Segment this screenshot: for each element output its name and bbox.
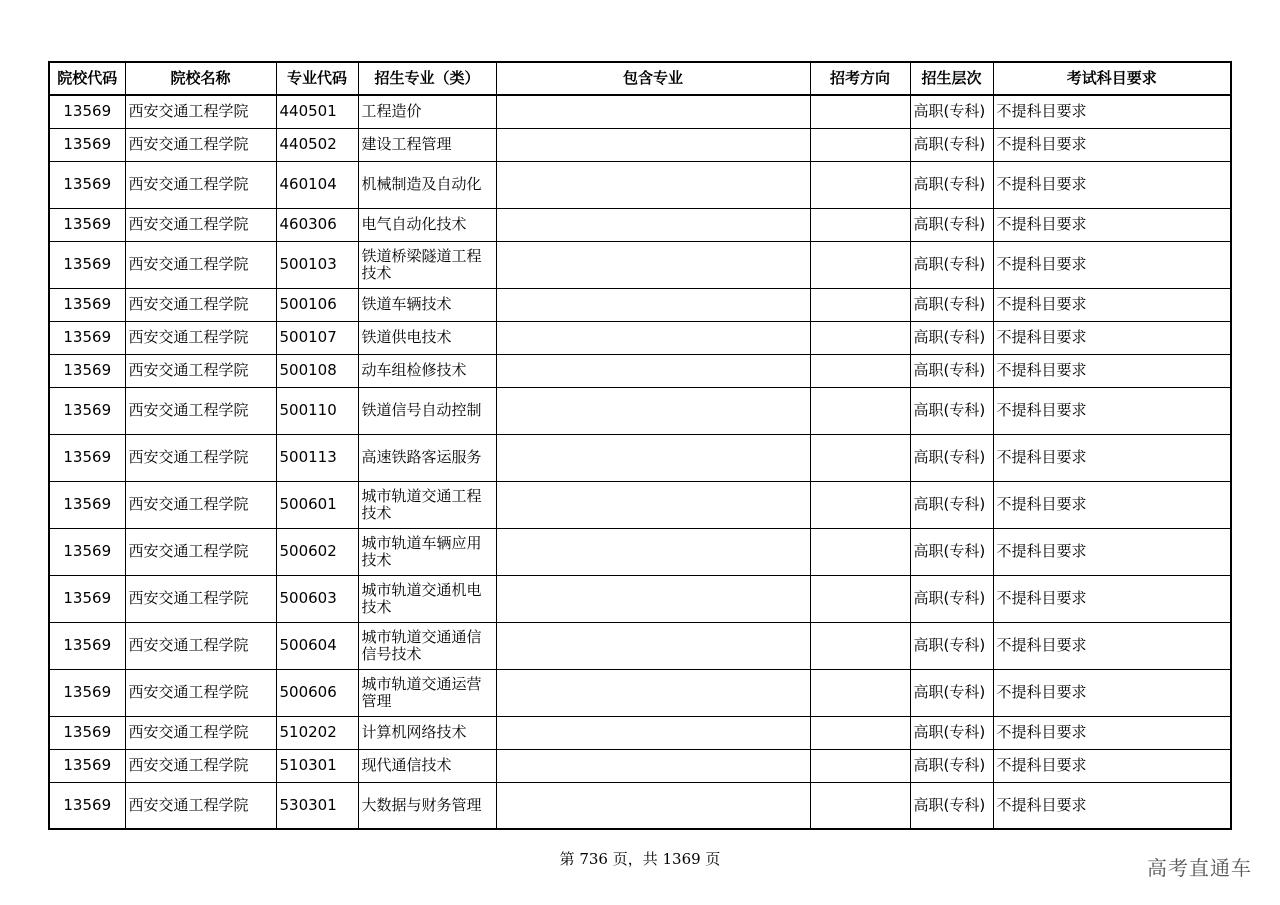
level-cell: 高职(专科) — [910, 481, 993, 528]
subject-requirement-cell: 不提科目要求 — [993, 434, 1231, 481]
header-school-name: 院校名称 — [125, 62, 276, 95]
included-majors-cell — [496, 434, 810, 481]
level-cell: 高职(专科) — [910, 716, 993, 749]
subject-requirement-cell: 不提科目要求 — [993, 782, 1231, 829]
major-code-cell: 500110 — [276, 387, 358, 434]
header-level: 招生层次 — [910, 62, 993, 95]
subject-requirement-cell: 不提科目要求 — [993, 716, 1231, 749]
major-code-cell: 500604 — [276, 622, 358, 669]
included-majors-cell — [496, 669, 810, 716]
included-majors-cell — [496, 481, 810, 528]
subject-requirement-cell: 不提科目要求 — [993, 95, 1231, 128]
direction-cell — [810, 288, 910, 321]
included-majors-cell — [496, 161, 810, 208]
table-row — [49, 782, 1231, 829]
table-row — [49, 387, 1231, 434]
major-cell: 铁道信号自动控制 — [358, 387, 496, 434]
school-code-cell: 13569 — [49, 481, 125, 528]
level-cell: 高职(专科) — [910, 575, 993, 622]
school-name-cell: 西安交通工程学院 — [125, 321, 276, 354]
header-row — [49, 62, 1231, 95]
level-cell: 高职(专科) — [910, 321, 993, 354]
table-row — [49, 288, 1231, 321]
level-cell: 高职(专科) — [910, 387, 993, 434]
direction-cell — [810, 95, 910, 128]
table-row — [49, 354, 1231, 387]
direction-cell — [810, 669, 910, 716]
level-cell: 高职(专科) — [910, 749, 993, 782]
level-cell: 高职(专科) — [910, 241, 993, 288]
table-body — [49, 95, 1231, 829]
school-code-cell: 13569 — [49, 575, 125, 622]
major-code-cell: 500103 — [276, 241, 358, 288]
school-code-cell: 13569 — [49, 749, 125, 782]
table-row — [49, 749, 1231, 782]
school-code-cell: 13569 — [49, 208, 125, 241]
table-row — [49, 669, 1231, 716]
level-cell: 高职(专科) — [910, 208, 993, 241]
major-cell: 铁道车辆技术 — [358, 288, 496, 321]
school-code-cell: 13569 — [49, 241, 125, 288]
school-name-cell: 西安交通工程学院 — [125, 241, 276, 288]
subject-requirement-cell: 不提科目要求 — [993, 208, 1231, 241]
school-name-cell: 西安交通工程学院 — [125, 288, 276, 321]
direction-cell — [810, 161, 910, 208]
table-row — [49, 434, 1231, 481]
direction-cell — [810, 481, 910, 528]
major-code-cell: 500601 — [276, 481, 358, 528]
school-code-cell: 13569 — [49, 622, 125, 669]
school-name-cell: 西安交通工程学院 — [125, 528, 276, 575]
major-cell: 铁道供电技术 — [358, 321, 496, 354]
major-cell: 城市轨道交通机电技术 — [358, 575, 496, 622]
included-majors-cell — [496, 622, 810, 669]
table-row — [49, 528, 1231, 575]
school-code-cell: 13569 — [49, 161, 125, 208]
included-majors-cell — [496, 387, 810, 434]
school-name-cell: 西安交通工程学院 — [125, 782, 276, 829]
direction-cell — [810, 782, 910, 829]
included-majors-cell — [496, 782, 810, 829]
direction-cell — [810, 208, 910, 241]
school-code-cell: 13569 — [49, 321, 125, 354]
level-cell: 高职(专科) — [910, 434, 993, 481]
subject-requirement-cell: 不提科目要求 — [993, 749, 1231, 782]
school-name-cell: 西安交通工程学院 — [125, 669, 276, 716]
direction-cell — [810, 528, 910, 575]
included-majors-cell — [496, 716, 810, 749]
level-cell: 高职(专科) — [910, 782, 993, 829]
included-majors-cell — [496, 288, 810, 321]
level-cell: 高职(专科) — [910, 354, 993, 387]
subject-requirement-cell: 不提科目要求 — [993, 528, 1231, 575]
school-name-cell: 西安交通工程学院 — [125, 716, 276, 749]
direction-cell — [810, 387, 910, 434]
subject-requirement-cell: 不提科目要求 — [993, 387, 1231, 434]
subject-requirement-cell: 不提科目要求 — [993, 241, 1231, 288]
major-cell: 城市轨道交通运营管理 — [358, 669, 496, 716]
major-code-cell: 500603 — [276, 575, 358, 622]
major-cell: 工程造价 — [358, 95, 496, 128]
table-row — [49, 575, 1231, 622]
level-cell: 高职(专科) — [910, 95, 993, 128]
major-code-cell: 460306 — [276, 208, 358, 241]
major-cell: 计算机网络技术 — [358, 716, 496, 749]
subject-requirement-cell: 不提科目要求 — [993, 354, 1231, 387]
direction-cell — [810, 128, 910, 161]
direction-cell — [810, 434, 910, 481]
header-direction: 招考方向 — [810, 62, 910, 95]
major-code-cell: 500107 — [276, 321, 358, 354]
header-included-majors: 包含专业 — [496, 62, 810, 95]
major-code-cell: 460104 — [276, 161, 358, 208]
direction-cell — [810, 622, 910, 669]
included-majors-cell — [496, 354, 810, 387]
subject-requirement-cell: 不提科目要求 — [993, 161, 1231, 208]
table-row — [49, 95, 1231, 128]
major-code-cell: 500106 — [276, 288, 358, 321]
major-cell: 城市轨道交通工程技术 — [358, 481, 496, 528]
subject-requirement-cell: 不提科目要求 — [993, 288, 1231, 321]
table-row — [49, 241, 1231, 288]
table-row — [49, 622, 1231, 669]
major-code-cell: 530301 — [276, 782, 358, 829]
major-code-cell: 500113 — [276, 434, 358, 481]
school-code-cell: 13569 — [49, 716, 125, 749]
table-row — [49, 208, 1231, 241]
major-cell: 铁道桥梁隧道工程技术 — [358, 241, 496, 288]
included-majors-cell — [496, 528, 810, 575]
major-code-cell: 500108 — [276, 354, 358, 387]
major-cell: 电气自动化技术 — [358, 208, 496, 241]
table-row — [49, 321, 1231, 354]
school-name-cell: 西安交通工程学院 — [125, 434, 276, 481]
school-name-cell: 西安交通工程学院 — [125, 208, 276, 241]
subject-requirement-cell: 不提科目要求 — [993, 575, 1231, 622]
major-code-cell: 440502 — [276, 128, 358, 161]
major-cell: 城市轨道车辆应用技术 — [358, 528, 496, 575]
subject-requirement-cell: 不提科目要求 — [993, 481, 1231, 528]
school-name-cell: 西安交通工程学院 — [125, 128, 276, 161]
school-name-cell: 西安交通工程学院 — [125, 622, 276, 669]
header-major: 招生专业（类） — [358, 62, 496, 95]
subject-requirement-cell: 不提科目要求 — [993, 622, 1231, 669]
subject-requirement-cell: 不提科目要求 — [993, 128, 1231, 161]
school-name-cell: 西安交通工程学院 — [125, 481, 276, 528]
school-code-cell: 13569 — [49, 128, 125, 161]
major-code-cell: 500606 — [276, 669, 358, 716]
school-code-cell: 13569 — [49, 95, 125, 128]
major-code-cell: 510202 — [276, 716, 358, 749]
major-cell: 大数据与财务管理 — [358, 782, 496, 829]
level-cell: 高职(专科) — [910, 669, 993, 716]
included-majors-cell — [496, 95, 810, 128]
school-name-cell: 西安交通工程学院 — [125, 749, 276, 782]
school-code-cell: 13569 — [49, 782, 125, 829]
level-cell: 高职(专科) — [910, 622, 993, 669]
level-cell: 高职(专科) — [910, 288, 993, 321]
subject-requirement-cell: 不提科目要求 — [993, 321, 1231, 354]
included-majors-cell — [496, 749, 810, 782]
watermark: 高考直通车 — [1147, 856, 1252, 880]
header-subject-requirement: 考试科目要求 — [993, 62, 1231, 95]
major-code-cell: 510301 — [276, 749, 358, 782]
school-code-cell: 13569 — [49, 288, 125, 321]
direction-cell — [810, 354, 910, 387]
level-cell: 高职(专科) — [910, 128, 993, 161]
direction-cell — [810, 749, 910, 782]
school-name-cell: 西安交通工程学院 — [125, 575, 276, 622]
included-majors-cell — [496, 321, 810, 354]
school-code-cell: 13569 — [49, 387, 125, 434]
major-cell: 城市轨道交通通信信号技术 — [358, 622, 496, 669]
major-cell: 动车组检修技术 — [358, 354, 496, 387]
included-majors-cell — [496, 241, 810, 288]
admissions-table — [48, 61, 1232, 830]
level-cell: 高职(专科) — [910, 161, 993, 208]
subject-requirement-cell: 不提科目要求 — [993, 669, 1231, 716]
major-code-cell: 440501 — [276, 95, 358, 128]
table-row — [49, 128, 1231, 161]
direction-cell — [810, 241, 910, 288]
major-cell: 高速铁路客运服务 — [358, 434, 496, 481]
included-majors-cell — [496, 575, 810, 622]
table-row — [49, 716, 1231, 749]
included-majors-cell — [496, 208, 810, 241]
direction-cell — [810, 321, 910, 354]
table-row — [49, 161, 1231, 208]
included-majors-cell — [496, 128, 810, 161]
major-cell: 现代通信技术 — [358, 749, 496, 782]
major-code-cell: 500602 — [276, 528, 358, 575]
direction-cell — [810, 575, 910, 622]
major-cell: 建设工程管理 — [358, 128, 496, 161]
school-name-cell: 西安交通工程学院 — [125, 354, 276, 387]
major-cell: 机械制造及自动化 — [358, 161, 496, 208]
school-code-cell: 13569 — [49, 434, 125, 481]
header-school-code: 院校代码 — [49, 62, 125, 95]
direction-cell — [810, 716, 910, 749]
school-name-cell: 西安交通工程学院 — [125, 387, 276, 434]
level-cell: 高职(专科) — [910, 528, 993, 575]
table-row — [49, 481, 1231, 528]
page-number: 第 736 页，共 1369 页 — [559, 850, 721, 868]
school-name-cell: 西安交通工程学院 — [125, 95, 276, 128]
school-code-cell: 13569 — [49, 669, 125, 716]
school-code-cell: 13569 — [49, 354, 125, 387]
school-name-cell: 西安交通工程学院 — [125, 161, 276, 208]
school-code-cell: 13569 — [49, 528, 125, 575]
header-major-code: 专业代码 — [276, 62, 358, 95]
